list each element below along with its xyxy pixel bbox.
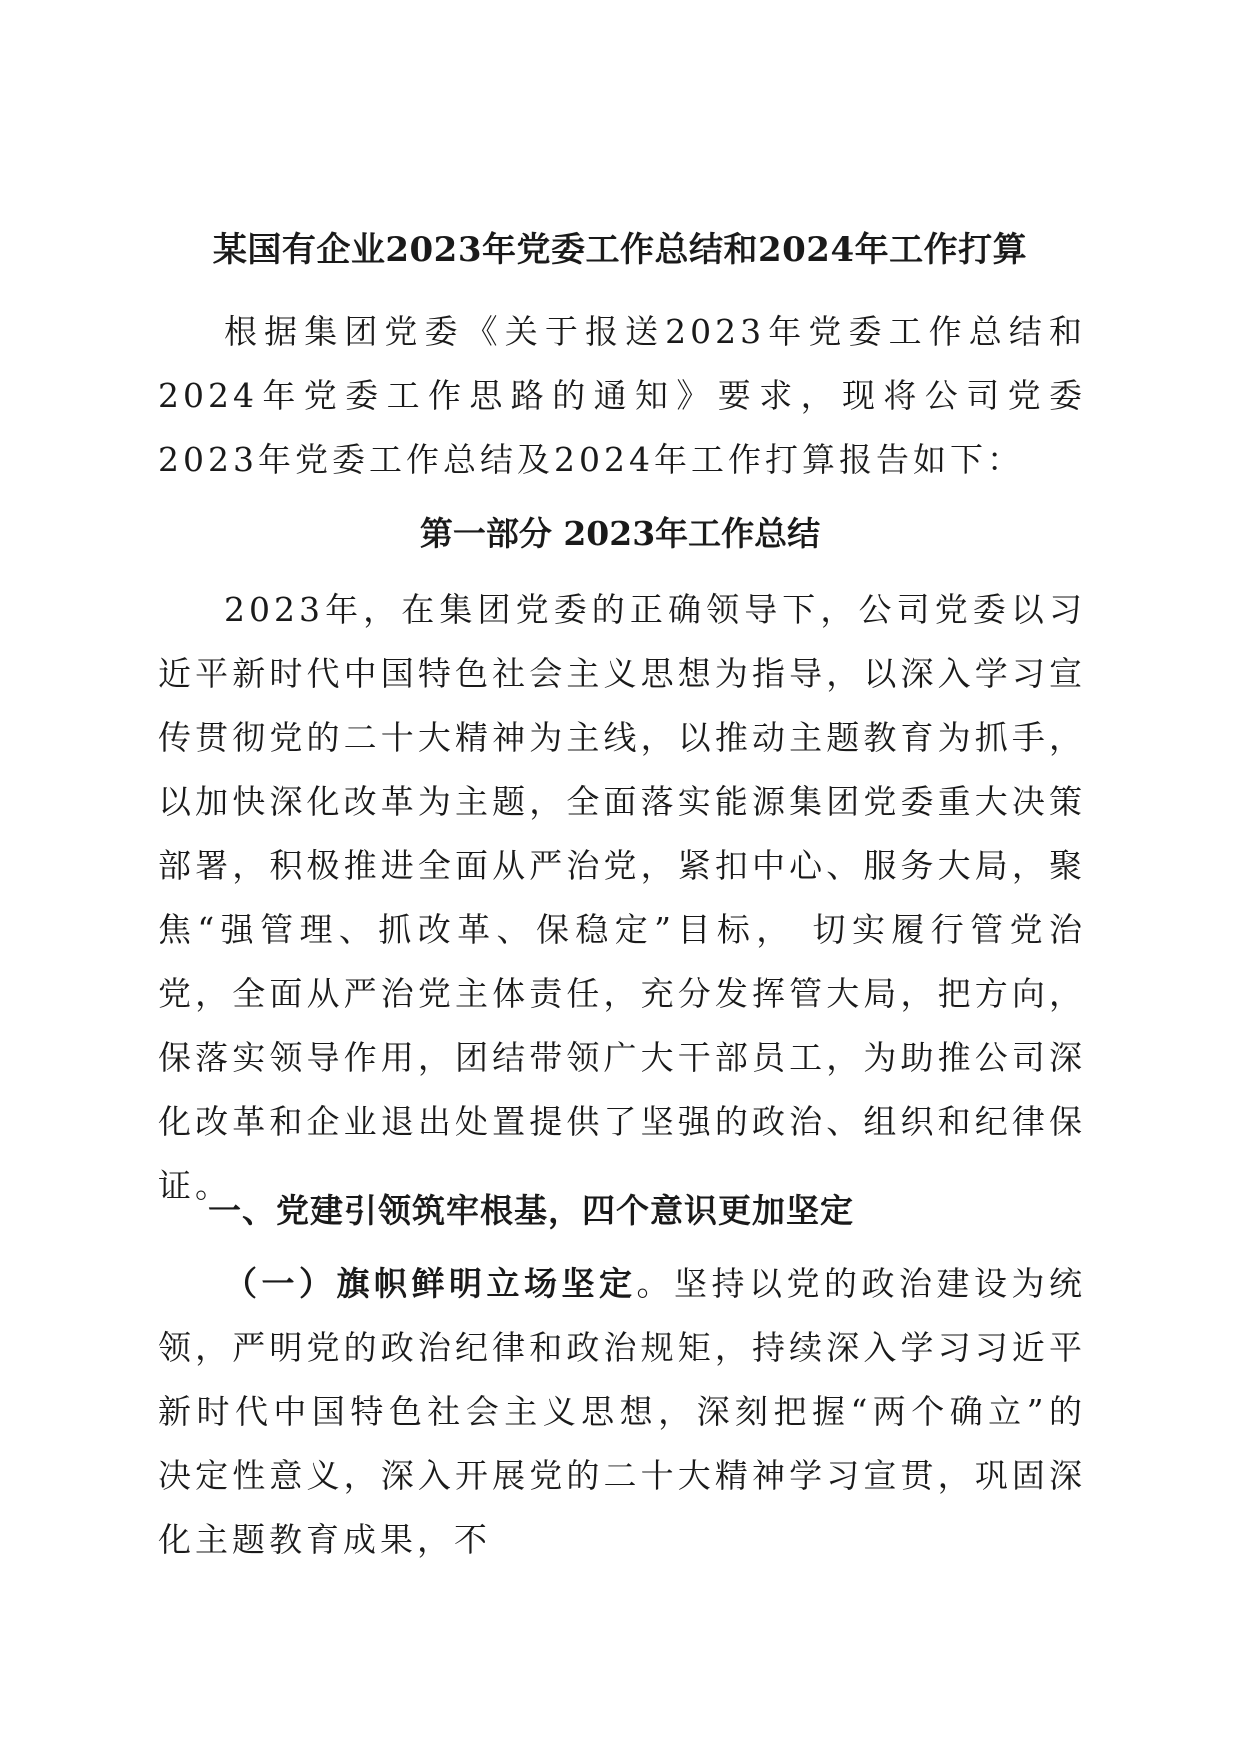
subsection-one-paragraph xyxy=(158,1252,1086,1572)
subsection-one-lead: （一）旗帜鲜明立场坚定 xyxy=(224,1264,637,1303)
intro-paragraph: 根据集团党委《关于报送2023年党委工作总结和2024年党委工作思路的通知》要求，现将公司党委2023年党委工作总结及2024年工作打算报告如下： xyxy=(158,312,1086,479)
section-one-heading: 一、党建引领筑牢根基，四个意识更加坚定 xyxy=(208,1191,854,1230)
document-title: 某国有企业2023年党委工作总结和2024年工作打算 xyxy=(212,230,1028,270)
subsection-one-text: 。坚持以党的政治建设为统领，严明党的政治纪律和政治规矩，持续深入学习习近平新时代中国特色社会主义思想，深刻把握“两个确立”的决定性意义，深入开展党的二十大精神学习宣贯，巩固深化主题教育成果，不 xyxy=(158,1264,1086,1559)
part-one-heading: 第一部分 2023年工作总结 xyxy=(419,514,821,553)
summary-paragraph: 2023年，在集团党委的正确领导下，公司党委以习近平新时代中国特色社会主义思想为指导，以深入学习宣传贯彻党的二十大精神为主线，以推动主题教育为抓手，以加快深化改革为主题，全面落实能源集团党委重大决策部署，积极推进全面从严治党，紧扣中心、服务大局，聚焦“强管理、抓改革、保稳定”目标， 切实履行管党治党，全面从严治党主体责任，充分发挥管大局，把方向，保落实领导作用，团结带领广大干部员工，为助推公司深化改革和企业退出处置提供了坚强的政治、组织和纪律保证。 xyxy=(158,590,1086,1205)
